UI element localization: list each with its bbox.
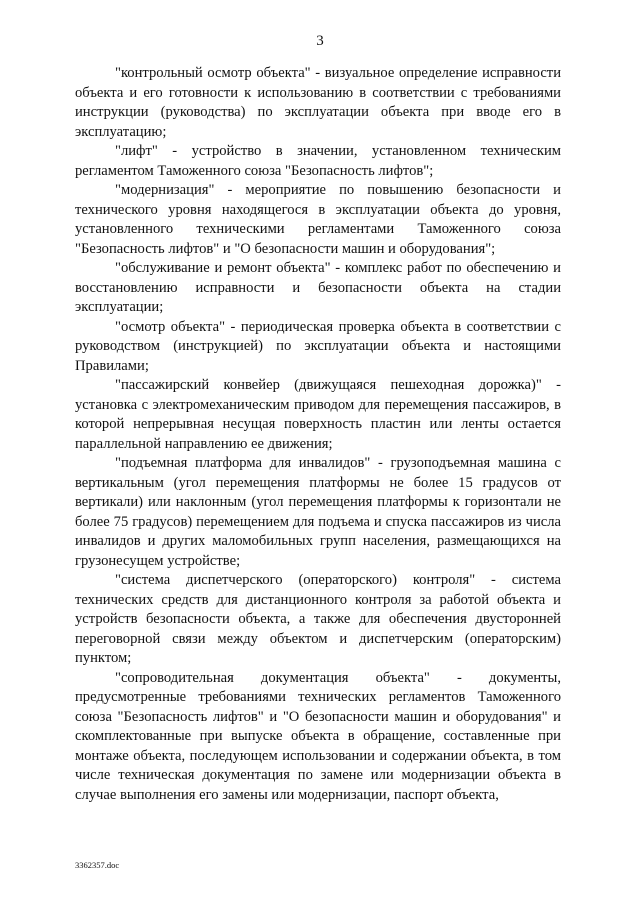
definition-paragraph: "осмотр объекта" - периодическая проверка объекта в соответствии с руководством (инструкцией) по эксплуатации объекта и настоящими Правилами; — [75, 318, 561, 374]
definition-paragraph: "сопроводительная документация объекта" - документы, предусмотренные требованиями технических регламентов Таможенного союза "Безопасность лифтов" и "О безопасности машин и оборудования" и скомплектованные при выпуске объекта в обращение, составленные при монтаже объекта, последующем использовании и содержании объекта, в том числе техническая документация по замене или модернизации объекта в случае выполнения его замены или модернизации, паспорт объекта, — [75, 669, 561, 803]
definition-paragraph: "лифт" - устройство в значении, установленном техническим регламентом Таможенного союза "Безопасность лифтов"; — [75, 143, 561, 179]
page-number: 3 — [316, 33, 324, 49]
definition-paragraph: "пассажирский конвейер (движущаяся пешеходная дорожка)" - установка с электромеханическим приводом для перемещения пассажиров, в которой непрерывная несущая поверхность пластин или ленты остается параллельной направлению ее движения; — [75, 377, 561, 452]
definition-paragraph: "подъемная платформа для инвалидов" - грузоподъемная машина с вертикальным (угол перемещения платформы не более 15 градусов от вертикали) или наклонным (угол перемещения платформы к горизонтали не более 75 градусов) перемещением для подъема и спуска пассажиров из числа инвалидов и других маломобильных групп населения, размещающихся на грузонесущем устройстве; — [75, 455, 561, 569]
document-body — [75, 64, 561, 805]
definition-paragraph: "система диспетчерского (операторского) контроля" - система технических средств для дистанционного контроля за работой объекта и устройств безопасности объекта, а также для обеспечения двусторонней переговорной связи между объектом и диспетчерским (операторским) пунктом; — [75, 572, 561, 666]
definition-paragraph: "обслуживание и ремонт объекта" - комплекс работ по обеспечению и восстановлению исправности и безопасности объекта на стадии эксплуатации; — [75, 260, 561, 315]
definition-paragraph: "модернизация" - мероприятие по повышению безопасности и технического уровня находящегося в эксплуатации объекта до уровня, установленного техническими регламентами Таможенного союза "Безопасность лифтов" и "О безопасности машин и оборудования"; — [75, 182, 561, 257]
footer-filename: 3362357.doc — [75, 860, 120, 870]
definition-paragraph: "контрольный осмотр объекта" - визуальное определение исправности объекта и его готовности к использованию в соответствии с требованиями инструкции (руководства) по эксплуатации объекта при вводе его в эксплуатацию; — [75, 65, 561, 140]
